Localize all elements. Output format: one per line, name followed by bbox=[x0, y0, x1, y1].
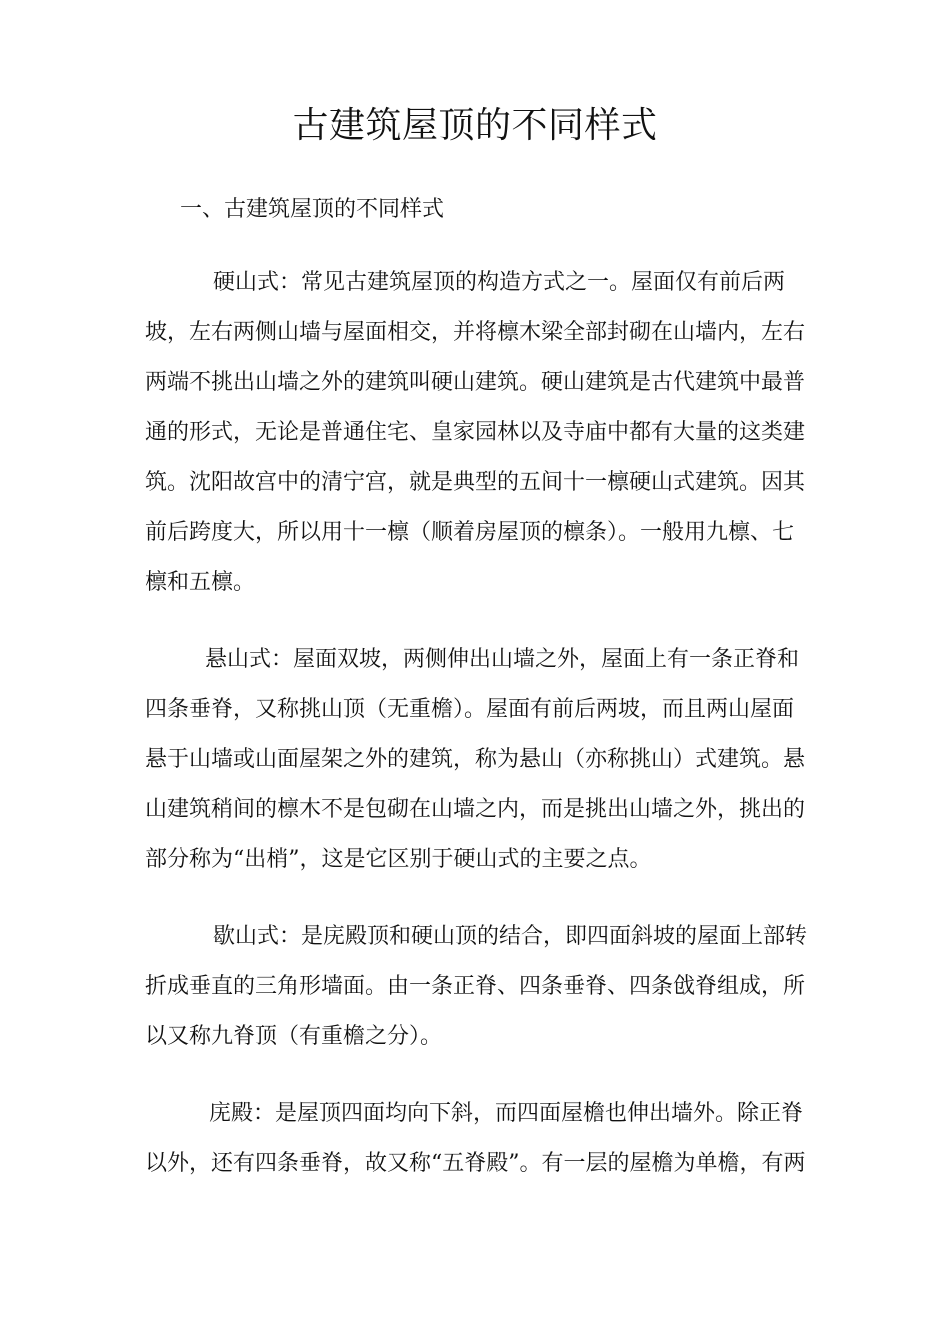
text-line: 硬山式：常见古建筑屋顶的构造方式之一。屋面仅有前后两 bbox=[213, 270, 786, 295]
text-line: 山建筑稍间的檩木不是包砌在山墙之内，而是挑出山墙之外，挑出的 bbox=[145, 797, 806, 822]
text-line: 筑。沈阳故宫中的清宁宫，就是典型的五间十一檩硬山式建筑。因其 bbox=[145, 470, 806, 495]
text-line: 檩和五檩。 bbox=[145, 570, 256, 595]
text-line: 前后跨度大，所以用十一檩（顺着房屋顶的檩条）。一般用九檩、七 bbox=[145, 520, 795, 545]
text-line: 部分称为“出梢”，这是它区别于硬山式的主要之点。 bbox=[145, 847, 652, 872]
text-line: 折成垂直的三角形墙面。由一条正脊、四条垂脊、四条戗脊组成，所 bbox=[145, 974, 806, 999]
paragraph-yingshan bbox=[145, 258, 807, 608]
text-line: 悬山式：屋面双坡，两侧伸出山墙之外，屋面上有一条正脊和 bbox=[205, 647, 800, 672]
body-text bbox=[145, 258, 807, 1216]
document-title: 古建筑屋顶的不同样式 bbox=[292, 105, 658, 146]
text-line: 悬于山墙或山面屋架之外的建筑，称为悬山（亦称挑山）式建筑。悬 bbox=[145, 747, 806, 772]
section-heading: 一、古建筑屋顶的不同样式 bbox=[180, 197, 445, 222]
text-line: 坡，左右两侧山墙与屋面相交，并将檩木梁全部封砌在山墙内，左右 bbox=[145, 320, 806, 345]
text-line: 通的形式，无论是普通住宅、皇家园林以及寺庙中都有大量的这类建 bbox=[145, 420, 806, 445]
paragraph-wudian bbox=[145, 1089, 807, 1189]
text-line: 以外，还有四条垂脊，故又称“五脊殿”。有一层的屋檐为单檐，有两 bbox=[145, 1151, 806, 1176]
text-line: 庑殿：是屋顶四面均向下斜，而四面屋檐也伸出墙外。除正脊 bbox=[209, 1101, 804, 1126]
text-line: 以又称九脊顶（有重檐之分）。 bbox=[145, 1024, 443, 1049]
paragraph-xieshan bbox=[145, 912, 807, 1062]
paragraph-xuanshan bbox=[145, 635, 807, 885]
text-line: 两端不挑出山墙之外的建筑叫硬山建筑。硬山建筑是古代建筑中最普 bbox=[145, 370, 806, 395]
text-line: 四条垂脊，又称挑山顶（无重檐）。屋面有前后两坡，而且两山屋面 bbox=[145, 697, 795, 722]
text-line: 歇山式：是庑殿顶和硬山顶的结合，即四面斜坡的屋面上部转 bbox=[213, 924, 808, 949]
